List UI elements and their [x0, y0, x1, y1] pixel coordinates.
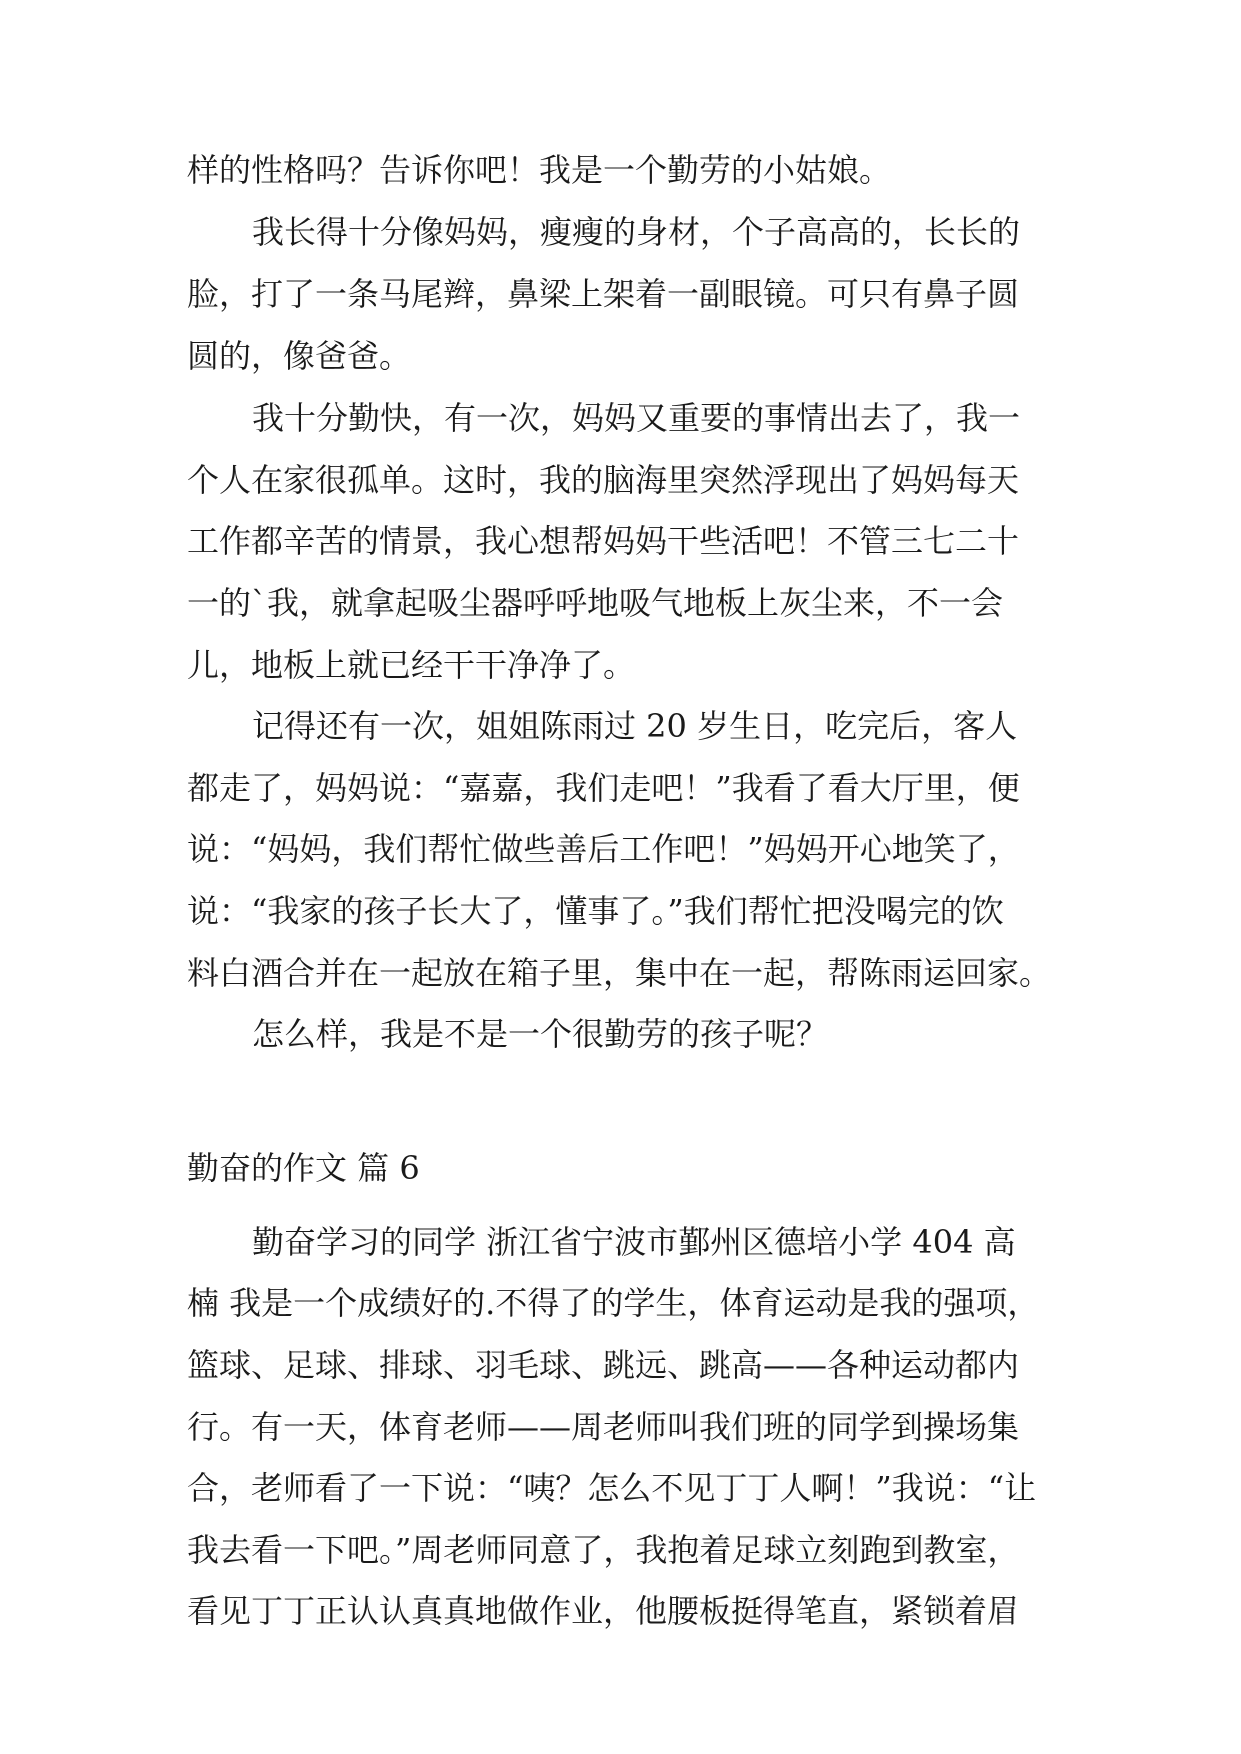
text-line: 勤奋学习的同学 浙江省宁波市鄞州区德培小学 404 高 [252, 1223, 1016, 1261]
text-line: 合，老师看了一下说：“咦？怎么不见丁丁人啊！”我说：“让 [187, 1469, 1037, 1507]
text-line: 工作都辛苦的情景，我心想帮妈妈干些活吧！不管三七二十 [187, 522, 1020, 560]
text-line: 说：“我家的孩子长大了，懂事了。”我们帮忙把没喝完的饮 [187, 892, 1004, 930]
text-line: 个人在家很孤单。这时，我的脑海里突然浮现出了妈妈每天 [187, 461, 1020, 499]
text-line: 圆的，像爸爸。 [187, 337, 412, 375]
text-line: 看见丁丁正认认真真地做作业，他腰板挺得笔直，紧锁着眉 [187, 1592, 1020, 1630]
text-line: 样的性格吗？告诉你吧！我是一个勤劳的小姑娘。 [187, 151, 892, 189]
text-line: 一的`我，就拿起吸尘器呼呼地吸气地板上灰尘来，不一会 [187, 584, 1004, 622]
text-line: 都走了，妈妈说：“嘉嘉，我们走吧！”我看了看大厅里，便 [187, 769, 1020, 807]
text-line: 行。有一天，体育老师——周老师叫我们班的同学到操场集 [187, 1408, 1020, 1446]
text-line: 怎么样，我是不是一个很勤劳的孩子呢？ [252, 1015, 829, 1053]
text-line: 记得还有一次，姐姐陈雨过 20 岁生日，吃完后，客人 [252, 707, 1018, 745]
text-line: 我去看一下吧。”周老师同意了，我抱着足球立刻跑到教室， [187, 1531, 1020, 1569]
text-line: 料白酒合并在一起放在箱子里，集中在一起，帮陈雨运回家。 [187, 954, 1052, 992]
text-line: 楠 我是一个成绩好的.不得了的学生，体育运动是我的强项， [187, 1284, 1040, 1322]
text-line: 我长得十分像妈妈，瘦瘦的身材，个子高高的，长长的 [252, 213, 1021, 251]
text-line: 篮球、足球、排球、羽毛球、跳远、跳高——各种运动都内 [187, 1346, 1020, 1384]
text-line: 说：“妈妈，我们帮忙做些善后工作吧！”妈妈开心地笑了， [187, 830, 1020, 868]
text-line: 儿，地板上就已经干干净净了。 [187, 646, 636, 684]
text-line: 脸，打了一条马尾辫，鼻梁上架着一副眼镜。可只有鼻子圆 [187, 275, 1020, 313]
section-heading: 勤奋的作文 篇 6 [187, 1149, 420, 1187]
text-line: 我十分勤快，有一次，妈妈又重要的事情出去了，我一 [252, 399, 1021, 437]
